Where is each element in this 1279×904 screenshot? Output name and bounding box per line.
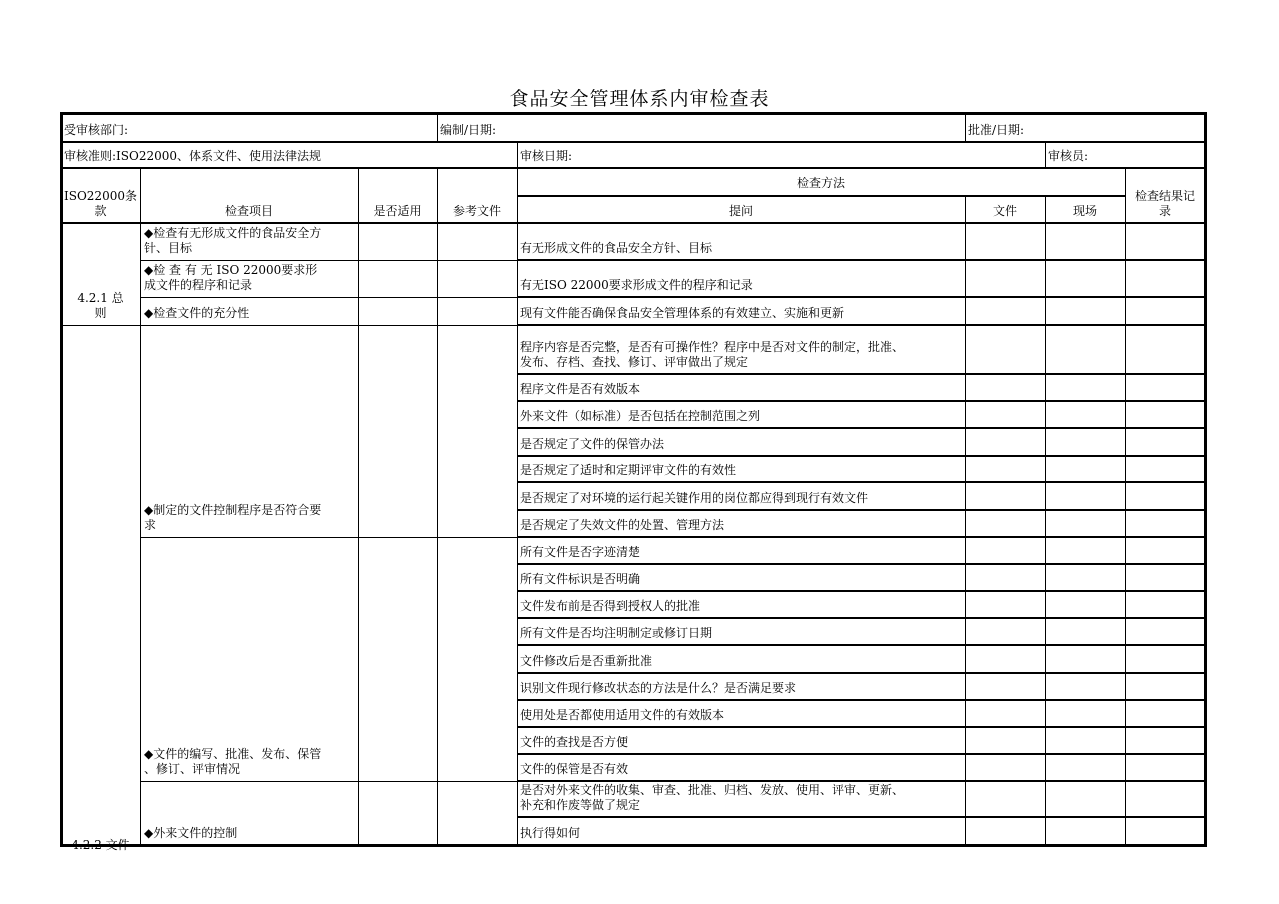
table-rule bbox=[140, 325, 517, 326]
check-item: 针、目标 bbox=[144, 241, 193, 255]
col-item-header: 检查项目 bbox=[224, 204, 273, 218]
col-question-header: 提问 bbox=[728, 204, 753, 218]
col-clause-header: ISO22000条 bbox=[64, 189, 137, 203]
table-rule bbox=[140, 537, 517, 538]
table-rule bbox=[517, 259, 1205, 261]
table-rule bbox=[517, 536, 1205, 538]
table-rule bbox=[60, 112, 1207, 115]
table-rule bbox=[437, 168, 438, 845]
table-rule bbox=[517, 590, 1205, 592]
table-rule bbox=[60, 844, 1207, 847]
question-text: 是否规定了适时和定期评审文件的有效性 bbox=[520, 463, 737, 477]
table-rule bbox=[1125, 168, 1126, 845]
table-rule bbox=[61, 222, 1205, 224]
table-rule bbox=[517, 617, 1205, 619]
col-clause-header: 款 bbox=[94, 204, 107, 218]
table-rule bbox=[517, 699, 1205, 701]
page-title: 食品安全管理体系内审检查表 bbox=[509, 88, 770, 110]
table-rule bbox=[140, 781, 517, 782]
table-rule bbox=[517, 726, 1205, 728]
col-document-header: 文件 bbox=[992, 204, 1017, 218]
question-text: 文件发布前是否得到授权人的批准 bbox=[520, 599, 701, 613]
question-text: 所有文件是否均注明制定或修订日期 bbox=[520, 626, 713, 640]
question-text: 文件的保管是否有效 bbox=[520, 762, 629, 776]
question-text: 所有文件是否字迹清楚 bbox=[520, 545, 641, 559]
table-rule bbox=[140, 168, 141, 845]
table-rule bbox=[517, 816, 1205, 818]
table-rule bbox=[517, 195, 1125, 197]
table-rule bbox=[517, 509, 1205, 511]
table-rule bbox=[517, 324, 1205, 326]
table-rule bbox=[437, 113, 438, 142]
table-rule bbox=[1045, 142, 1046, 168]
audit-criteria-label: 审核准则:ISO22000、体系文件、使用法律法规 bbox=[64, 149, 322, 163]
table-rule bbox=[517, 672, 1205, 674]
check-item: ◆文件的编写、批准、发布、保管 bbox=[144, 747, 322, 761]
table-rule bbox=[517, 644, 1205, 646]
table-rule bbox=[140, 297, 517, 298]
table-rule bbox=[965, 196, 966, 845]
question-text: 是否规定了文件的保管办法 bbox=[520, 437, 665, 451]
question-text: 发布、存档、查找、修订、评审做出了规定 bbox=[520, 355, 749, 369]
question-text: 所有文件标识是否明确 bbox=[520, 572, 641, 586]
table-rule bbox=[517, 400, 1205, 402]
question-text: 是否对外来文件的收集、审查、批准、归档、发放、使用、评审、更新、 bbox=[520, 783, 905, 797]
check-item: 、修订、评审情况 bbox=[144, 762, 241, 776]
question-text: 识别文件现行修改状态的方法是什么？是否满足要求 bbox=[520, 681, 797, 695]
question-text: 程序文件是否有效版本 bbox=[520, 382, 641, 396]
question-text: 文件的查找是否方便 bbox=[520, 735, 629, 749]
question-text: 使用处是否都使用适用文件的有效版本 bbox=[520, 708, 725, 722]
clause-label: 4.2.2 文件 bbox=[71, 838, 130, 852]
table-rule bbox=[517, 296, 1205, 298]
table-rule bbox=[517, 481, 1205, 483]
table-rule bbox=[517, 168, 518, 845]
question-text: 是否规定了对环境的运行起关键作用的岗位都应得到现行有效文件 bbox=[520, 491, 869, 505]
col-method-header: 检查方法 bbox=[796, 176, 845, 190]
question-text: 现有文件能否确保食品安全管理体系的有效建立、实施和更新 bbox=[520, 306, 845, 320]
col-result-header: 检查结果记 bbox=[1134, 189, 1195, 203]
question-text: 有无形成文件的食品安全方针、目标 bbox=[520, 241, 713, 255]
audit-dept-label: 受审核部门: bbox=[64, 123, 129, 137]
table-rule bbox=[517, 455, 1205, 457]
question-text: 是否规定了失效文件的处置、管理方法 bbox=[520, 518, 725, 532]
check-item: ◆检 查 有 无 ISO 22000要求形 bbox=[144, 263, 318, 277]
question-text: 执行得如何 bbox=[520, 826, 581, 840]
check-item: ◆制定的文件控制程序是否符合要 bbox=[144, 503, 322, 517]
table-rule bbox=[517, 753, 1205, 755]
table-rule bbox=[517, 563, 1205, 565]
question-text: 文件修改后是否重新批准 bbox=[520, 654, 653, 668]
question-text: 有无ISO 22000要求形成文件的程序和记录 bbox=[520, 278, 753, 292]
table-rule bbox=[140, 260, 517, 261]
check-item: ◆检查文件的充分性 bbox=[144, 306, 250, 320]
check-item: 求 bbox=[144, 518, 157, 532]
table-rule bbox=[358, 168, 359, 845]
approve-date-label: 批准/日期: bbox=[968, 123, 1025, 137]
col-onsite-header: 现场 bbox=[1072, 204, 1097, 218]
table-rule bbox=[61, 167, 1205, 169]
auditor-label: 审核员: bbox=[1048, 149, 1089, 163]
table-rule bbox=[517, 780, 1205, 782]
compile-date-label: 编制/日期: bbox=[440, 123, 497, 137]
table-rule bbox=[965, 113, 966, 142]
question-text: 程序内容是否完整，是否有可操作性？程序中是否对文件的制定，批准、 bbox=[520, 340, 905, 354]
col-reference-header: 参考文件 bbox=[452, 204, 501, 218]
col-result-header: 录 bbox=[1158, 204, 1171, 218]
clause-label: 4.2.1 总 bbox=[77, 291, 124, 305]
question-text: 补充和作废等做了规定 bbox=[520, 798, 641, 812]
check-item: 成文件的程序和记录 bbox=[144, 278, 253, 292]
table-rule bbox=[517, 427, 1205, 429]
check-item: ◆外来文件的控制 bbox=[144, 826, 238, 840]
table-rule bbox=[517, 373, 1205, 375]
table-rule bbox=[61, 141, 1205, 143]
table-rule bbox=[517, 142, 518, 168]
check-item: ◆检查有无形成文件的食品安全方 bbox=[144, 226, 322, 240]
table-rule bbox=[1045, 196, 1046, 845]
col-applicable-header: 是否适用 bbox=[373, 204, 422, 218]
audit-date-label: 审核日期: bbox=[520, 149, 573, 163]
clause-label: 则 bbox=[94, 306, 107, 320]
question-text: 外来文件（如标准）是否包括在控制范围之列 bbox=[520, 409, 761, 423]
table-rule bbox=[61, 325, 140, 326]
